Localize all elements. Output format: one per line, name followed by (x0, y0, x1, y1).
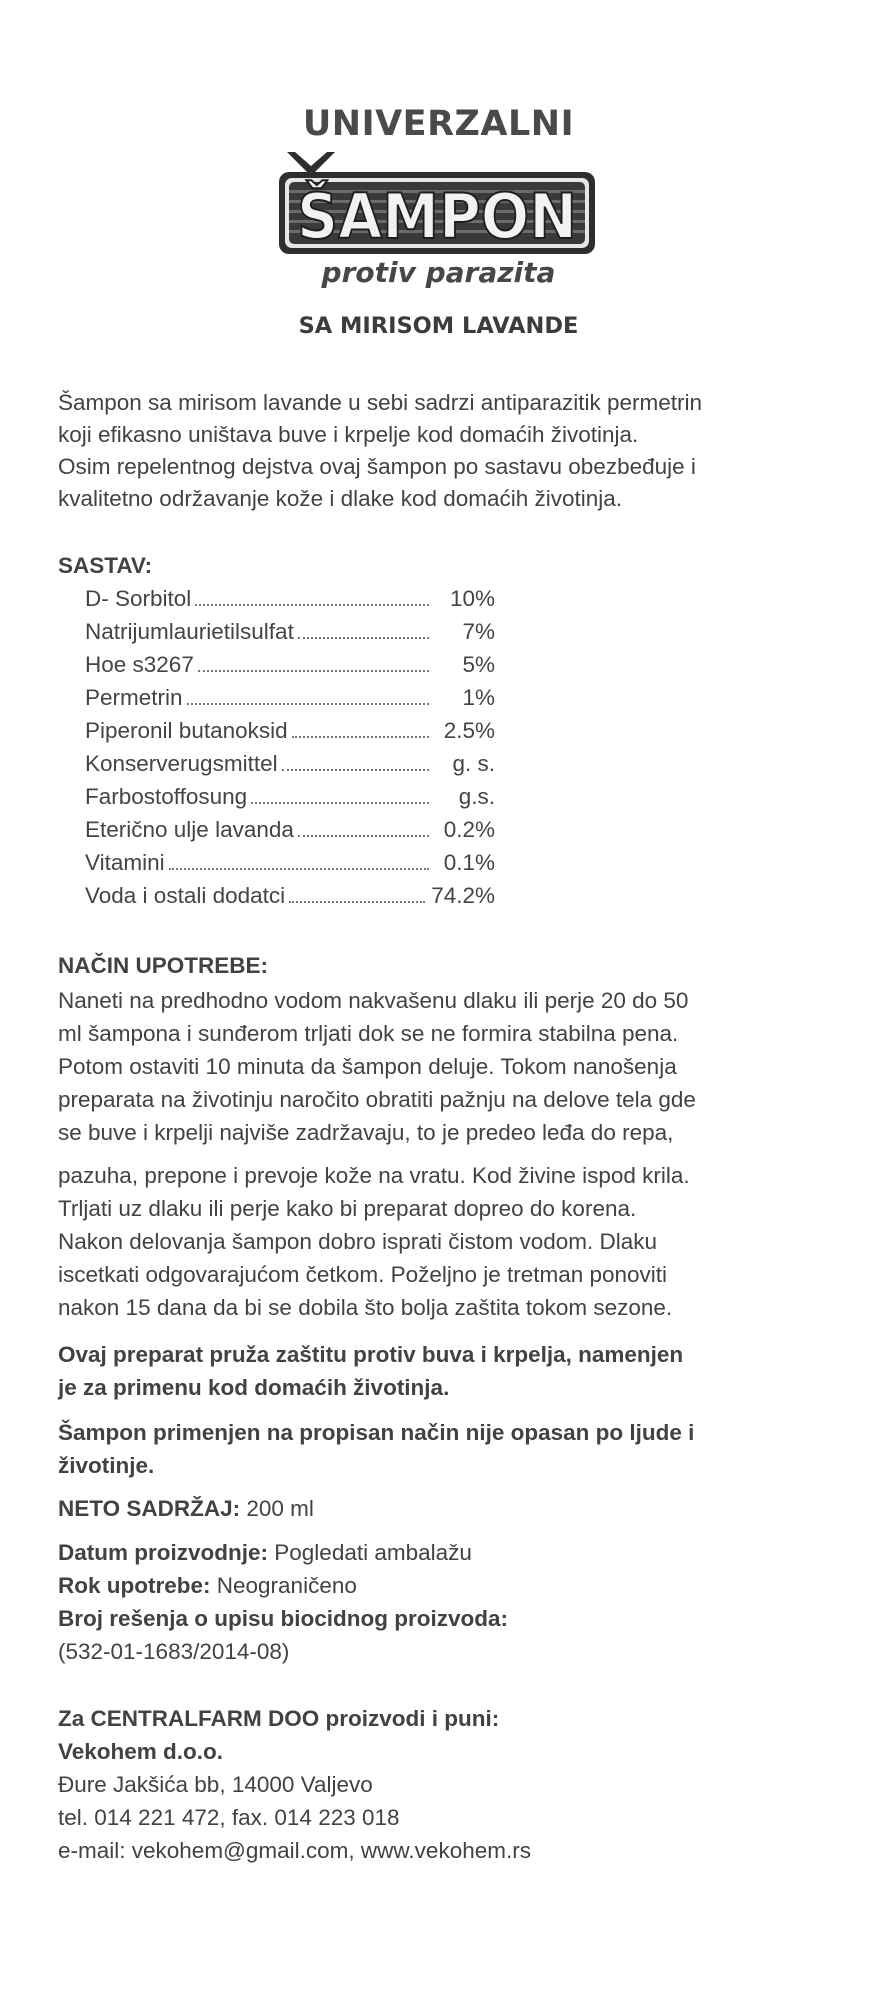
sampon-logo (275, 150, 599, 260)
dot-leader (187, 703, 429, 705)
ingredient-value: 5% (462, 652, 495, 677)
intro-line: Šampon sa mirisom lavande u sebi sadrzi antiparazitik permetrin (58, 390, 703, 415)
usage-line: Potom ostaviti 10 minuta da šampon deluje. Tokom nanošenja (58, 1054, 677, 1079)
ingredient-name: Farbostoffosung (85, 784, 248, 809)
datum-value: Pogledati ambalažu (268, 1540, 472, 1565)
ingredient-row (85, 685, 495, 711)
ingredient-value: 1% (462, 685, 495, 710)
resenje-label: Broj rešenja o upisu biocidnog proizvoda: (58, 1606, 509, 1631)
sampon-logo-graphic (275, 150, 599, 260)
dot-leader (251, 802, 429, 804)
ingredient-row (85, 784, 495, 810)
title-univerzalni: UNIVERZALNI (302, 104, 575, 144)
sastav-heading: SASTAV: (58, 553, 153, 578)
neto-value: 200 ml (240, 1496, 314, 1521)
ingredient-row (85, 883, 495, 909)
ingredient-name: Hoe s3267 (85, 652, 194, 677)
resenje-value: (532-01-1683/2014-08) (58, 1639, 290, 1664)
company-contact: e-mail: vekohem@gmail.com, www.vekohem.rs (58, 1838, 531, 1863)
title-protiv-parazita: protiv parazita (321, 256, 556, 289)
datum-label: Datum proizvodnje: (58, 1540, 269, 1565)
dot-leader (195, 604, 429, 606)
neto-line (58, 1496, 314, 1522)
company-phone: tel. 014 221 472, fax. 014 223 018 (58, 1805, 400, 1830)
dot-leader (292, 736, 429, 738)
dot-leader (282, 769, 429, 771)
ingredient-name: Natrijumlaurietilsulfat (85, 619, 294, 644)
title-sa-mirisom: SA MIRISOM LAVANDE (298, 313, 579, 339)
intro-line: Osim repelentnog dejstva ovaj šampon po sastavu obezbeđuje i (58, 454, 696, 479)
usage-line: se buve i krpelji najviše zadržavaju, to je predeo leđa do repa, (58, 1120, 674, 1145)
intro-line: kvalitetno održavanje kože i dlake kod domaćih životinja. (58, 486, 623, 511)
ingredient-row (85, 586, 495, 612)
rok-line (58, 1573, 357, 1599)
ingredient-value: 7% (462, 619, 495, 644)
ingredient-name: Konserverugsmittel (85, 751, 278, 776)
protection-note-line: Ovaj preparat pruža zaštitu protiv buva i krpelja, namenjen (58, 1342, 684, 1367)
nacin-heading: NAČIN UPOTREBE: (58, 953, 269, 978)
dot-leader (298, 835, 429, 837)
safety-note-line: Šampon primenjen na propisan način nije opasan po ljude i (58, 1420, 695, 1445)
logo-word: ŠAMPON (297, 180, 577, 253)
ingredient-row (85, 751, 495, 777)
ingredient-value: 0.2% (443, 817, 495, 842)
company-address: Đure Jakšića bb, 14000 Valjevo (58, 1772, 373, 1797)
protection-note-line: je za primenu kod domaćih životinja. (58, 1375, 450, 1400)
usage-line: preparata na životinju naročito obratiti pažnju na delove tela gde (58, 1087, 696, 1112)
ingredient-value: g. s. (452, 751, 495, 776)
ingredient-name: Permetrin (85, 685, 183, 710)
ingredient-row (85, 652, 495, 678)
producer-line: Za CENTRALFARM DOO proizvodi i puni: (58, 1706, 500, 1731)
ingredient-row (85, 718, 495, 744)
dot-leader (298, 637, 429, 639)
ingredient-name: Eterično ulje lavanda (85, 817, 294, 842)
company-name: Vekohem d.o.o. (58, 1739, 224, 1764)
usage-line: ml šampona i sunđerom trljati dok se ne formira stabilna pena. (58, 1021, 679, 1046)
usage-line: Nakon delovanja šampon dobro isprati čistom vodom. Dlaku (58, 1229, 658, 1254)
usage-line: pazuha, prepone i prevoje kože na vratu. Kod živine ispod krila. (58, 1163, 690, 1188)
ingredient-row (85, 619, 495, 645)
dot-leader (289, 901, 425, 903)
ingredient-name: Piperonil butanoksid (85, 718, 288, 743)
usage-line: iscetkati odgovarajućom četkom. Poželjno je tretman ponoviti (58, 1262, 668, 1287)
ingredient-value: g.s. (458, 784, 495, 809)
rok-label: Rok upotrebe: (58, 1573, 211, 1598)
ingredient-value: 2.5% (443, 718, 495, 743)
ingredient-value: 10% (449, 586, 495, 611)
dot-leader (198, 670, 429, 672)
usage-line: Trljati uz dlaku ili perje kako bi preparat dopreo do korena. (58, 1196, 637, 1221)
safety-note-line: životinje. (58, 1453, 155, 1478)
datum-line (58, 1540, 472, 1566)
usage-line: Naneti na predhodno vodom nakvašenu dlaku ili perje 20 do 50 (58, 988, 689, 1013)
ingredient-name: D- Sorbitol (85, 586, 192, 611)
dot-leader (169, 868, 429, 870)
ingredient-name: Vitamini (85, 850, 165, 875)
intro-line: koji efikasno uništava buve i krpelje kod domaćih životinja. (58, 422, 639, 447)
rok-value: Neograničeno (210, 1573, 357, 1598)
ingredient-name: Voda i ostali dodatci (85, 883, 286, 908)
usage-line: nakon 15 dana da bi se dobila što bolja zaštita tokom sezone. (58, 1295, 673, 1320)
ingredient-value: 0.1% (443, 850, 495, 875)
ingredient-row (85, 817, 495, 843)
neto-label: NETO SADRŽAJ: (58, 1496, 241, 1521)
ingredient-value: 74.2% (431, 883, 495, 908)
ingredient-row (85, 850, 495, 876)
